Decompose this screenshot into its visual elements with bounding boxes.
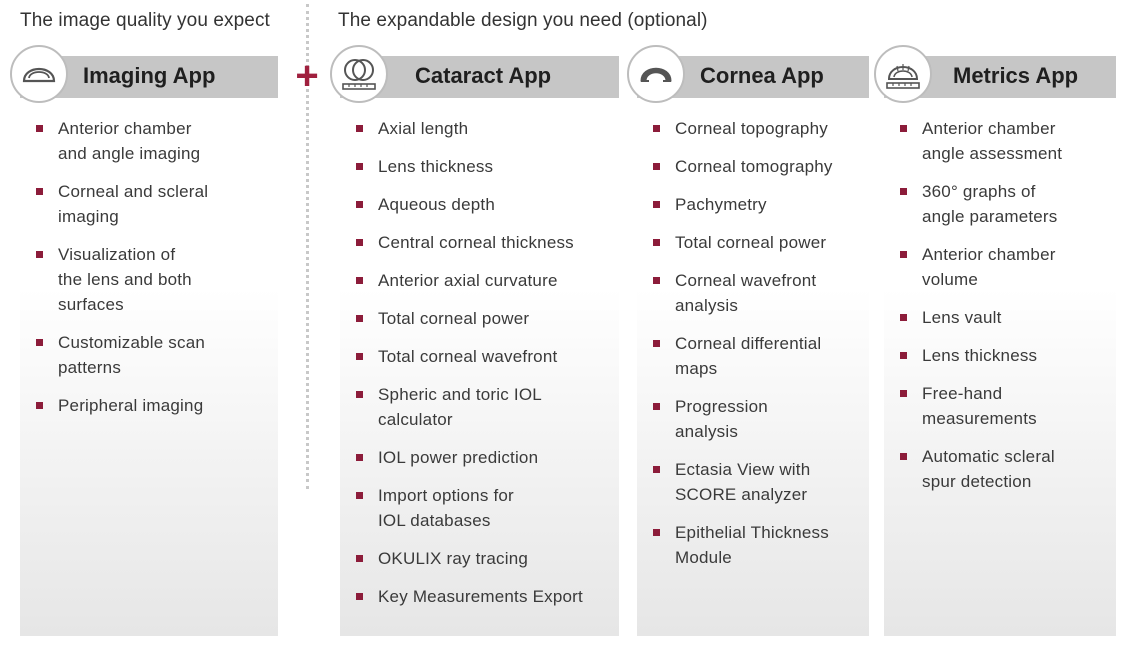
feature-list-item [900, 381, 1108, 431]
feature-text: Lens thickness [922, 346, 1038, 365]
bullet-square-icon [653, 403, 660, 410]
feature-text: Visualization of the lens and both surfaces [58, 245, 192, 314]
feature-text: Anterior chamber angle assessment [922, 119, 1063, 163]
feature-list-item [653, 192, 861, 217]
bullet-square-icon [356, 454, 363, 461]
feature-list-item [900, 343, 1108, 368]
feature-text: Lens vault [922, 308, 1002, 327]
feature-list-item [356, 584, 611, 609]
bullet-square-icon [356, 277, 363, 284]
feature-list-item [900, 242, 1108, 292]
feature-list [36, 116, 270, 431]
column-metrics-app [884, 56, 1116, 636]
bullet-square-icon [356, 163, 363, 170]
feature-text: Central corneal thickness [378, 233, 574, 252]
feature-list-item [900, 179, 1108, 229]
feature-list-item [356, 344, 611, 369]
feature-text: Free-hand measurements [922, 384, 1037, 428]
bullet-square-icon [653, 239, 660, 246]
bullet-square-icon [356, 593, 363, 600]
bullet-square-icon [900, 390, 907, 397]
feature-text: 360° graphs of angle parameters [922, 182, 1058, 226]
feature-list-item [356, 192, 611, 217]
feature-text: Anterior chamber and angle imaging [58, 119, 201, 163]
feature-text: Automatic scleral spur detection [922, 447, 1055, 491]
bullet-square-icon [356, 239, 363, 246]
bullet-square-icon [36, 188, 43, 195]
feature-text: Epithelial Thickness Module [675, 523, 829, 567]
column-title: Imaging App [83, 63, 216, 88]
metrics-ruler-icon [874, 45, 932, 103]
feature-list-item [900, 116, 1108, 166]
feature-text: IOL power prediction [378, 448, 539, 467]
feature-text: Import options for IOL databases [378, 486, 514, 530]
cornea-icon [627, 45, 685, 103]
feature-list [900, 116, 1108, 507]
bullet-square-icon [653, 163, 660, 170]
feature-list-item [653, 520, 861, 570]
bullet-square-icon [653, 125, 660, 132]
feature-list-item [356, 382, 611, 432]
feature-text: Axial length [378, 119, 469, 138]
feature-list-item [36, 330, 270, 380]
feature-list-item [356, 483, 611, 533]
bullet-square-icon [900, 453, 907, 460]
column-cataract-app [340, 56, 619, 636]
bullet-square-icon [653, 277, 660, 284]
feature-text: Total corneal power [378, 309, 530, 328]
feature-list-item [653, 331, 861, 381]
bullet-square-icon [653, 466, 660, 473]
bullet-square-icon [356, 315, 363, 322]
column-title: Cornea App [700, 63, 824, 88]
feature-text: Progression analysis [675, 397, 768, 441]
feature-list-item [36, 116, 270, 166]
feature-text: Pachymetry [675, 195, 767, 214]
bullet-square-icon [900, 125, 907, 132]
column-cornea-app [637, 56, 869, 636]
feature-list-item [356, 116, 611, 141]
column-title: Cataract App [415, 63, 552, 88]
feature-text: Anterior chamber volume [922, 245, 1056, 289]
feature-list-item [653, 268, 861, 318]
bullet-square-icon [356, 201, 363, 208]
bullet-square-icon [36, 402, 43, 409]
feature-list-item [356, 546, 611, 571]
bullet-square-icon [36, 125, 43, 132]
feature-text: Anterior axial curvature [378, 271, 558, 290]
feature-text: Corneal wavefront analysis [675, 271, 817, 315]
bullet-square-icon [36, 339, 43, 346]
bullet-square-icon [356, 555, 363, 562]
feature-text: Aqueous depth [378, 195, 495, 214]
feature-text: Key Measurements Export [378, 587, 583, 606]
bullet-square-icon [900, 314, 907, 321]
feature-list [653, 116, 861, 583]
bullet-square-icon [356, 125, 363, 132]
feature-list-item [653, 154, 861, 179]
bullet-square-icon [36, 251, 43, 258]
feature-text: Lens thickness [378, 157, 494, 176]
bullet-square-icon [900, 251, 907, 258]
bullet-square-icon [356, 353, 363, 360]
feature-list-item [900, 444, 1108, 494]
feature-list-item [36, 393, 270, 418]
bullet-square-icon [356, 492, 363, 499]
heading-image-quality: The image quality you expect [20, 10, 270, 31]
heading-expandable-design: The expandable design you need (optional) [338, 10, 708, 31]
feature-list [356, 116, 611, 622]
bullet-square-icon [356, 391, 363, 398]
feature-list-item [36, 179, 270, 229]
feature-text: Corneal and scleral imaging [58, 182, 209, 226]
bullet-square-icon [900, 352, 907, 359]
feature-list-item [356, 445, 611, 470]
bullet-square-icon [653, 529, 660, 536]
feature-text: Customizable scan patterns [58, 333, 206, 377]
feature-list-item [356, 230, 611, 255]
feature-text: Corneal topography [675, 119, 828, 138]
column-imaging-app [20, 56, 278, 636]
feature-list-item [356, 268, 611, 293]
plus-icon: + [295, 54, 319, 98]
bullet-square-icon [900, 188, 907, 195]
feature-text: Total corneal wavefront [378, 347, 558, 366]
feature-text: Spheric and toric IOL calculator [378, 385, 542, 429]
feature-text: Ectasia View with SCORE analyzer [675, 460, 811, 504]
feature-list-item [356, 306, 611, 331]
feature-text: Corneal tomography [675, 157, 833, 176]
feature-text: Total corneal power [675, 233, 827, 252]
bullet-square-icon [653, 201, 660, 208]
feature-text: Corneal differential maps [675, 334, 822, 378]
feature-list-item [356, 154, 611, 179]
feature-list-item [36, 242, 270, 317]
lens-ruler-icon [330, 45, 388, 103]
column-title: Metrics App [953, 63, 1079, 88]
feature-list-item [653, 457, 861, 507]
feature-list-item [653, 230, 861, 255]
feature-list-item [653, 116, 861, 141]
feature-text: OKULIX ray tracing [378, 549, 529, 568]
eye-scan-icon [10, 45, 68, 103]
feature-text: Peripheral imaging [58, 396, 204, 415]
feature-list-item [900, 305, 1108, 330]
bullet-square-icon [653, 340, 660, 347]
feature-list-item [653, 394, 861, 444]
